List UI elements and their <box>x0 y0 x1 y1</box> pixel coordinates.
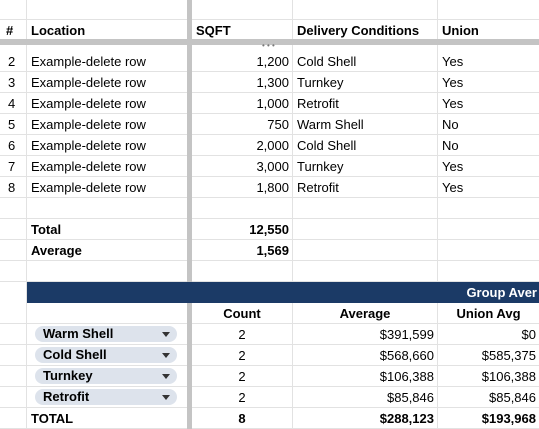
delivery-cell[interactable]: Cold Shell <box>297 54 357 69</box>
header-sqft[interactable]: SQFT <box>196 23 231 38</box>
summary-header-union-avg[interactable]: Union Avg <box>456 306 521 321</box>
union-avg-cell[interactable]: $0 <box>521 327 536 342</box>
delivery-cell[interactable]: Cold Shell <box>297 138 357 153</box>
group-dropdown[interactable] <box>35 326 177 342</box>
union-cell[interactable]: Yes <box>442 75 464 90</box>
delivery-cell[interactable]: Turnkey <box>297 75 344 90</box>
union-avg-cell[interactable]: $106,388 <box>481 369 536 384</box>
summary-total-average[interactable]: $288,123 <box>379 411 434 426</box>
group-dropdown[interactable] <box>35 347 177 363</box>
union-cell[interactable]: Yes <box>442 96 464 111</box>
average-cell[interactable]: $85,846 <box>387 390 434 405</box>
total-label[interactable]: Total <box>31 222 62 237</box>
row-number: 8 <box>8 180 16 195</box>
header-location[interactable]: Location <box>31 23 86 38</box>
chevron-down-icon <box>162 395 170 400</box>
chevron-down-icon <box>162 374 170 379</box>
row-number: 6 <box>8 138 16 153</box>
count-cell[interactable]: 2 <box>238 348 246 363</box>
summary-title[interactable]: Group Aver <box>466 285 537 300</box>
location-cell[interactable]: Example-delete row <box>31 54 146 69</box>
chevron-down-icon <box>162 332 170 337</box>
summary-total-label[interactable]: TOTAL <box>31 411 74 426</box>
average-cell[interactable]: $391,599 <box>379 327 434 342</box>
row-number: 5 <box>8 117 16 132</box>
group-dropdown-label: Turnkey <box>43 368 93 383</box>
header-num[interactable]: # <box>6 23 14 38</box>
header-union[interactable]: Union <box>442 23 479 38</box>
sqft-cell[interactable]: 1,000 <box>256 96 289 111</box>
average-cell[interactable]: $568,660 <box>379 348 434 363</box>
union-cell[interactable]: Yes <box>442 54 464 69</box>
row-number: 4 <box>8 96 16 111</box>
delivery-cell[interactable]: Retrofit <box>297 96 339 111</box>
header-delivery-conditions[interactable]: Delivery Conditions <box>297 23 420 38</box>
union-avg-cell[interactable]: $85,846 <box>489 390 536 405</box>
union-cell[interactable]: Yes <box>442 180 464 195</box>
count-cell[interactable]: 2 <box>238 327 246 342</box>
union-cell[interactable]: No <box>442 117 459 132</box>
sqft-cell[interactable]: 3,000 <box>256 159 289 174</box>
sqft-cell[interactable]: 1,300 <box>256 75 289 90</box>
row-number: 3 <box>8 75 16 90</box>
location-cell[interactable]: Example-delete row <box>31 117 146 132</box>
location-cell[interactable]: Example-delete row <box>31 75 146 90</box>
average-value[interactable]: 1,569 <box>256 243 289 258</box>
summary-header-count[interactable]: Count <box>223 306 261 321</box>
chevron-down-icon <box>162 353 170 358</box>
sqft-cell[interactable]: 2,000 <box>256 138 289 153</box>
sqft-cell[interactable]: 1,200 <box>256 54 289 69</box>
count-cell[interactable]: 2 <box>238 369 246 384</box>
group-dropdown-label: Cold Shell <box>43 347 107 362</box>
summary-total-union-avg[interactable]: $193,968 <box>481 411 536 426</box>
average-cell[interactable]: $106,388 <box>379 369 434 384</box>
union-avg-cell[interactable]: $585,375 <box>481 348 536 363</box>
group-dropdown[interactable] <box>35 389 177 405</box>
group-dropdown-label: Warm Shell <box>43 326 114 341</box>
group-dropdown-label: Retrofit <box>43 389 90 404</box>
delivery-cell[interactable]: Retrofit <box>297 180 339 195</box>
location-cell[interactable]: Example-delete row <box>31 180 146 195</box>
delivery-cell[interactable]: Turnkey <box>297 159 344 174</box>
sqft-cell[interactable]: 750 <box>267 117 289 132</box>
row-number: 7 <box>8 159 16 174</box>
summary-total-count[interactable]: 8 <box>238 411 246 426</box>
row-number: 2 <box>8 54 16 69</box>
summary-header-band <box>27 282 539 303</box>
delivery-cell[interactable]: Warm Shell <box>297 117 364 132</box>
total-value[interactable]: 12,550 <box>249 222 289 237</box>
location-cell[interactable]: Example-delete row <box>31 159 146 174</box>
average-label[interactable]: Average <box>31 243 82 258</box>
group-dropdown[interactable] <box>35 368 177 384</box>
location-cell[interactable]: Example-delete row <box>31 96 146 111</box>
union-cell[interactable]: Yes <box>442 159 464 174</box>
sqft-cell[interactable]: 1,800 <box>256 180 289 195</box>
cell-indicator: • • • <box>262 41 275 50</box>
count-cell[interactable]: 2 <box>238 390 246 405</box>
location-cell[interactable]: Example-delete row <box>31 138 146 153</box>
union-cell[interactable]: No <box>442 138 459 153</box>
summary-header-average[interactable]: Average <box>339 306 391 321</box>
